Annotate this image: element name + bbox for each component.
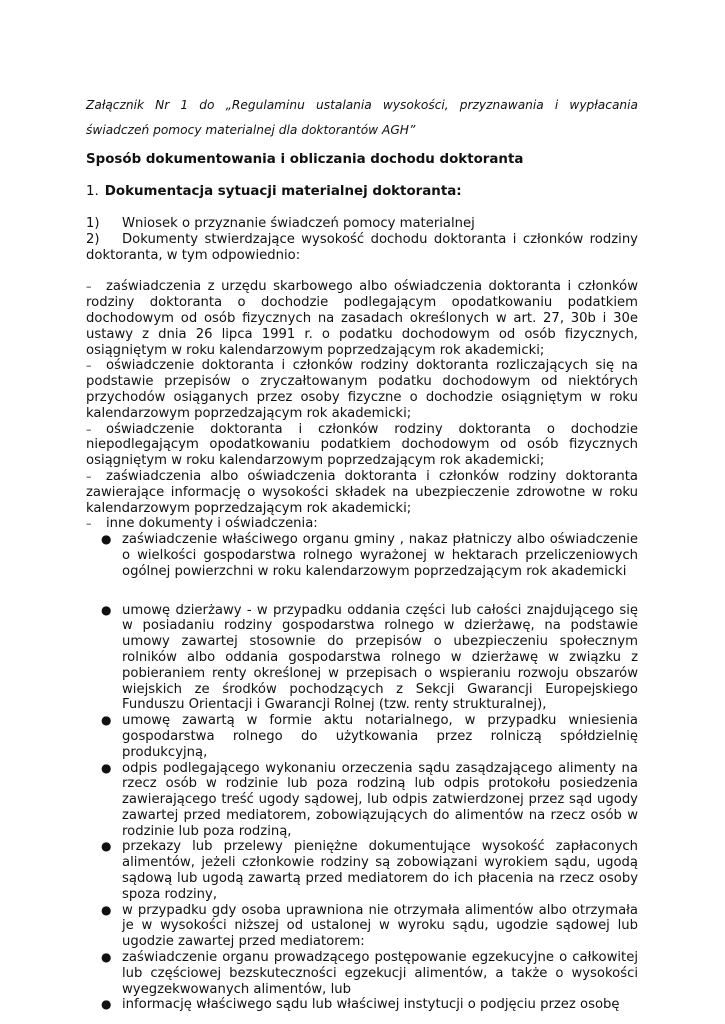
item-text: Dokumenty stwierdzające wysokość dochodu doktoranta i członków rodziny doktoranta, w tym odpowiednio: [86,231,638,263]
section-heading [86,184,462,199]
bullet-icon: ● [101,997,112,1012]
bullet-icon: ● [101,713,112,728]
bullet-icon: ● [101,760,112,775]
bullet-text: w przypadku gdy osoba uprawniona nie otrzymała alimentów albo otrzymała je w wysokości niższej od ustalonej w wyroku sądu, ugodzie sądowej lub ugodzie zawartej przed mediatorem: [122,902,638,950]
bullet-item [101,839,638,902]
dash-item [86,422,638,469]
dash-item [86,279,638,358]
annex-note: Załącznik Nr 1 do „Regulaminu ustalania wysokości, przyznawania i wypłacania świadczeń pomocy materialnej dla doktorantów AGH” [86,98,638,137]
bullet-icon: ● [101,950,112,965]
bullet-item [101,602,638,714]
dash-item [86,358,638,421]
bullet-item [101,950,638,997]
document-body [86,216,638,1013]
bullet-text: zaświadczenie organu prowadzącego postępowanie egzekucyjne o całkowitej lub częściowej bezskuteczności egzekucji alimentów, a także o wysokości wyegzekwowanych alimentów, lub [122,950,638,997]
spacer [86,263,638,279]
dash-item-text: oświadczenie doktoranta i członków rodziny doktoranta o dochodzie niepodlegającym opodatkowaniu podatkiem dochodowym od osób fizycznych osiągniętym w roku kalendarzowym poprzedzającym rok akademicki; [86,421,638,469]
dash-item [86,516,638,532]
bullet-item [101,997,638,1013]
bullet-text: odpis podlegającego wykonaniu orzeczenia sądu zasądzającego alimenty na rzecz osób w rodzinie lub poza rodziną lub odpis protokołu posiedzenia zawierającego treść ugody sądowej, lub odpis zatwierdzonej przez sąd ugody zawartej przed mediatorem, zobowiązujących do alimentów na rzecz osób w rodzinie lub poza rodziną, [122,760,638,839]
section-heading-text: Dokumentacja sytuacji materialnej doktoranta: [104,184,462,199]
bullet-text: umowę zawartą w formie aktu notarialnego, w przypadku wniesienia gospodarstwa rolnego do użytkowania przez rolniczą spółdzielnię produkcyjną, [122,713,638,760]
dash-marker: – [86,517,92,531]
bullet-icon: ● [101,902,112,917]
bullet-item [101,760,638,840]
spacer [122,580,638,603]
item-number: 1) [86,216,100,231]
item-number: 2) [86,231,100,247]
dash-item-text: zaświadczenia albo oświadczenia doktoranta i członków rodziny doktoranta zawierające informację o wysokości składek na ubezpieczenie zdrowotne w roku kalendarzowym poprzedzającym rok akademicki; [86,468,638,516]
dash-marker: – [86,359,92,373]
bullet-item [101,902,638,950]
bullet-icon: ● [101,839,112,854]
bullet-text: informację właściwego sądu lub właściwej instytucji o podjęciu przez osobę [122,997,620,1013]
bullet-icon: ● [101,532,112,547]
section-number: 1. [86,184,99,199]
bullet-text: zaświadczenie właściwego organu gminy , nakaz płatniczy albo oświadczenie o wielkości gospodarstwa rolnego wyrażonej w hektarach przeliczeniowych ogólnej powierzchni w roku kalendarzowym poprzedzającym rok akademicki [122,532,638,579]
numbered-item [86,232,638,264]
dash-item [86,469,638,516]
bullet-icon: ● [101,602,112,617]
bullet-item [101,532,638,579]
document-title: Sposób dokumentowania i obliczania dochodu doktoranta [86,152,524,167]
dash-marker: – [86,422,92,436]
dash-item-text: oświadczenie doktoranta i członków rodziny doktoranta rozliczających się na podstawie przepisów o zryczałtowanym podatku dochodowym od niektórych przychodów osiąganych przez osoby fizyczne o dochodzie osiągniętym w roku kalendarzowym poprzedzającym rok akademicki; [86,358,638,421]
dash-marker: – [86,469,92,483]
bullet-text: przekazy lub przelewy pieniężne dokumentujące wysokość zapłaconych alimentów, jeżeli członkowie rodziny są zobowiązani wyrokiem sądu, ugodą sądową lub ugodą zawartą przed mediatorem do ich płacenia na rzecz osoby spoza rodziny, [122,839,638,902]
bullet-item [101,713,638,760]
bullet-list [86,532,638,1013]
dash-item-text: zaświadczenia z urzędu skarbowego albo oświadczenia doktoranta i członków rodziny doktoranta o dochodzie podlegającym opodatkowaniu podatkiem dochodowym od osób fizycznych na zasadach określonych w art. 27, 30b i 30e ustawy z dnia 26 lipca 1991 r. o podatku dochodowym od osób fizycznych, osiągniętym w roku kalendarzowym poprzedzającym rok akademicki; [86,279,638,358]
numbered-item [86,216,638,232]
dash-marker: – [86,280,92,294]
bullet-text: umowę dzierżawy - w przypadku oddania części lub całości znajdującego się w posiadaniu rodziny gospodarstwa rolnego w dzierżawę, na podstawie umowy zawartej stosownie do przepisów o ubezpieczeniu społecznym rolników albo oddania gospodarstwa rolnego w dzierżawę w związku z pobieraniem renty określonej w przepisach o wspieraniu rozwoju obszarów wiejskich ze środków pochodzących z Sekcji Gwarancji Europejskiego Funduszu Orientacji i Gwarancji Rolnej (tzw. renty strukturalnej), [122,602,638,713]
item-text: Wniosek o przyznanie świadczeń pomocy materialnej [122,216,475,231]
dash-item-text: inne dokumenty i oświadczenia: [106,516,318,532]
